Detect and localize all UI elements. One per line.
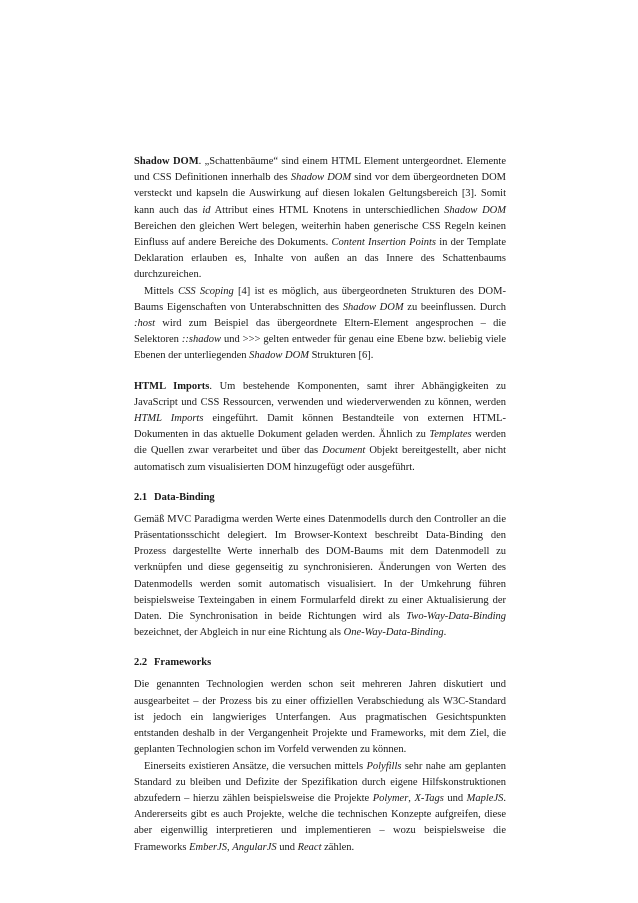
italic-term: Shadow DOM bbox=[249, 350, 309, 362]
text-run: . „Schattenbäume“ sind einem HTML Element untergeordnet. Elemente und CSS Definitionen innerhalb des bbox=[134, 156, 506, 184]
text-run: zählen. bbox=[321, 841, 355, 853]
text-run: [4] ist es möglich, aus übergeordneten Strukturen des DOM-Baums Eigenschaften von Unterabschnitten des bbox=[134, 285, 506, 313]
paragraph-frameworks-intro bbox=[134, 677, 506, 758]
italic-term: Two-Way-Data-Binding bbox=[406, 611, 506, 623]
section-number: 2.1 bbox=[134, 491, 148, 503]
section-shadow-dom bbox=[134, 154, 506, 365]
paragraph-css-scoping bbox=[134, 284, 506, 365]
text-run: bezeichnet, der Abgleich in nur eine Richtung als bbox=[134, 627, 344, 639]
section-data-binding bbox=[134, 490, 506, 642]
text-run: , bbox=[227, 841, 233, 853]
text-run: Mittels bbox=[144, 285, 179, 297]
text-run: Attribut eines HTML Knotens in unterschiedlichen bbox=[210, 204, 445, 216]
italic-term: HTML Imports bbox=[134, 413, 204, 425]
section-title: Data-Binding bbox=[154, 491, 215, 503]
bold-term: Shadow DOM bbox=[134, 156, 199, 167]
italic-term: Shadow DOM bbox=[290, 172, 352, 184]
italic-term: AngularJS bbox=[232, 841, 277, 853]
italic-term: id bbox=[202, 204, 211, 216]
text-run: und bbox=[276, 841, 298, 853]
italic-term: :host bbox=[134, 318, 155, 330]
text-run: Strukturen [6]. bbox=[308, 350, 374, 362]
text-run: zu beeinflussen. Durch bbox=[403, 301, 506, 313]
text-run: Objekt bereitgestellt, aber nicht automatisch zum visualisierten DOM hinzugefügt oder ausgeführt. bbox=[134, 445, 506, 473]
page-body bbox=[134, 154, 506, 856]
italic-term: One-Way-Data-Binding bbox=[343, 627, 444, 639]
italic-term: Templates bbox=[429, 429, 472, 441]
text-run: eingeführt. Damit können Bestandteile von externen HTML-Dokumenten in das aktuelle Dokument geladen werden. Ähnlich zu bbox=[134, 413, 506, 441]
text-run: Bereichen den gleichen Wert belegen, weiterhin haben generische CSS Regeln keinen Einfluss auf andere Bereiche des Dokuments. bbox=[134, 220, 506, 249]
text-run: . Andererseits gibt es auch Projekte, welche die technischen Konzepte aufgreifen, diese aber eigenwillig interpretieren und implementieren – wozu beispielsweise die Frameworks bbox=[134, 792, 506, 853]
paragraph-frameworks-approaches bbox=[134, 759, 506, 856]
italic-term: ::shadow bbox=[181, 334, 221, 346]
section-frameworks bbox=[134, 655, 506, 855]
italic-term: Polyfills bbox=[366, 760, 402, 772]
italic-term: CSS Scoping bbox=[178, 285, 234, 297]
italic-term: EmberJS bbox=[189, 841, 228, 853]
paragraph-data-binding bbox=[134, 512, 506, 642]
paragraph-shadow-dom bbox=[134, 154, 506, 284]
text-run: Einerseits existieren Ansätze, die versuchen mittels bbox=[144, 760, 367, 772]
section-number: 2.2 bbox=[134, 657, 148, 669]
heading-data-binding bbox=[134, 490, 506, 506]
italic-term: Document bbox=[322, 445, 366, 457]
text-run: . bbox=[443, 627, 447, 639]
text-run: in der Template Deklaration erlauben es, Inhalte von außen an das Innere des Schattenbaums durchzureichen. bbox=[134, 237, 506, 281]
text-run: und >>> gelten entweder für genau eine Ebene bzw. beliebig viele Ebenen der unterliegenden bbox=[134, 334, 506, 362]
text-run: sind vor dem übergeordneten DOM versteckt und kapseln die Auswirkung auf diesen lokalen Geltungsbereich [3]. Somit kann auch das bbox=[134, 172, 506, 216]
bold-term: HTML Imports bbox=[134, 380, 210, 392]
text-run: , bbox=[408, 792, 415, 804]
italic-term: Shadow DOM bbox=[342, 301, 404, 313]
heading-frameworks bbox=[134, 655, 506, 671]
text-run: Die genannten Technologien werden schon seit mehreren Jahren diskutiert und ausgearbeitet – der Prozess bis zu einer offiziellen Verabschiedung als W3C-Standard ist jedoch ein langwieriges Unterfangen. Aus pragmatischen Gesichtspunkten entstanden deshalb in der Vergangenheit Projekte und Frameworks, mit dem Ziel, die geplanten Technologien schon im Vorfeld verwenden zu können. bbox=[134, 679, 506, 756]
text-run: Gemäß MVC Paradigma werden Werte eines Datenmodells durch den Controller an die Präsentationsschicht delegiert. Im Browser-Kontext beschreibt Data-Binding den Prozess dargestellte Werte innerhalb des DOM-Baums mit dem Datenmodell zu verknüpfen und diese gegenseitig zu synchronisieren. Änderungen von Werten des Datenmodells werden somit automatisch visualisiert. In der Umkehrung führen beispielsweise Texteingaben in einem Formularfeld direkt zu einer Aktualisierung der Daten. Die Synchronisation in beide Richtungen wird als bbox=[134, 513, 506, 623]
text-run: sehr nahe am geplanten Standard zu bleiben und Defizite der Spezifikation durch eigene Hilfskonstruktionen abzufedern – hierzu zählen beispielsweise die Projekte bbox=[134, 760, 506, 804]
italic-term: React bbox=[297, 841, 322, 853]
italic-term: Shadow DOM bbox=[444, 204, 506, 216]
italic-term: Polymer bbox=[372, 792, 409, 804]
text-run: werden die Quellen zwar verarbeitet und über das bbox=[134, 429, 506, 457]
italic-term: MapleJS bbox=[466, 792, 504, 804]
section-title: Frameworks bbox=[154, 657, 212, 669]
text-run: wird zum Beispiel das übergeordnete Eltern-Element angesprochen – die Selektoren bbox=[134, 318, 506, 346]
paragraph-html-imports bbox=[134, 379, 506, 476]
italic-term: X-Tags bbox=[414, 792, 444, 804]
italic-term: Content Insertion Points bbox=[331, 237, 436, 249]
text-run: . Um bestehende Komponenten, samt ihrer Abhängigkeiten zu JavaScript und CSS Ressourcen, verwenden und wiederverwenden zu können, werden bbox=[134, 380, 507, 408]
text-run: und bbox=[443, 792, 467, 804]
section-html-imports bbox=[134, 379, 506, 476]
